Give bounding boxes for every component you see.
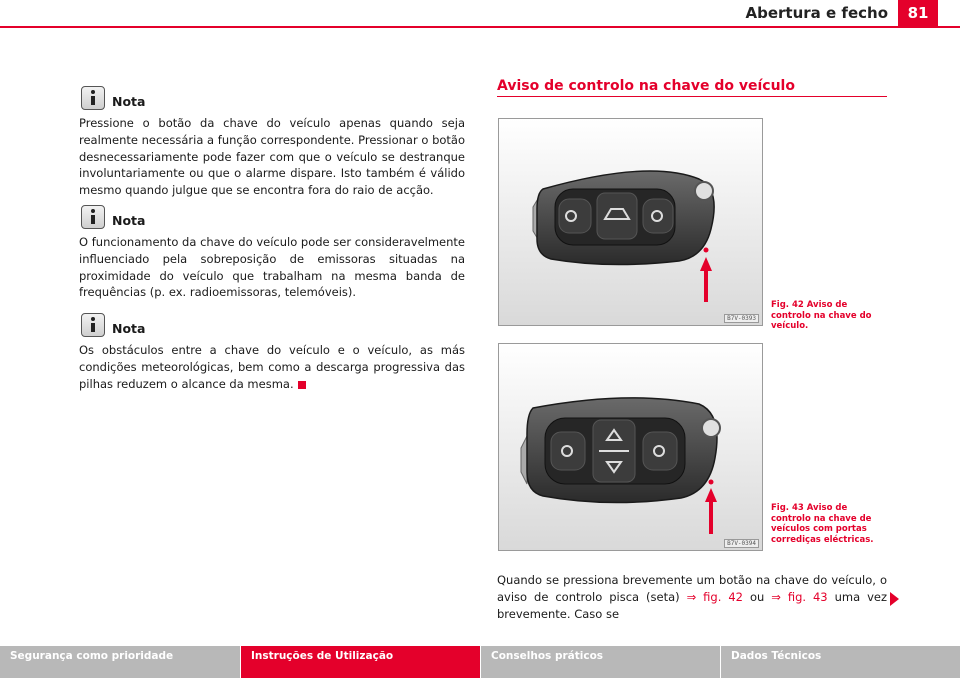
running-header-title: Abertura e fecho [745,4,888,22]
figure-42-reference-link[interactable]: ⇒ fig. 42 [686,590,743,604]
figure-43-caption: Fig. 43 Aviso de controlo na chave de veículos com portas corrediças eléctricas. [771,503,874,545]
footer-tab-conselhos[interactable]: Conselhos práticos [480,646,720,678]
note-info-icon [81,205,105,229]
page-number: 81 [898,0,938,27]
note-1 [79,80,465,199]
end-of-section-icon [298,381,306,389]
note-2 [79,199,465,301]
footer-tab-instrucoes[interactable]: Instruções de Utilização [240,646,480,678]
footer-tab-dados-tecnicos[interactable]: Dados Técnicos [720,646,960,678]
body-text-segment: uma vez brevemente. Caso se [497,590,887,621]
note-text-content: Os obstáculos entre a chave do veículo e o veículo, as más condições meteorológicas, bem como a descarga progressiva das pilhas reduzem o alcance da mesma. [79,343,465,391]
note-title: Nota [112,94,146,109]
note-title: Nota [112,321,146,336]
note-info-icon [81,313,105,337]
control-light-indicator [709,480,714,485]
body-text-segment: ou [742,590,772,604]
figure-code: B7V-0394 [724,539,759,548]
note-text: O funcionamento da chave do veículo pode ser consideravelmente influenciado pela sobreposição de emissoras situadas na proximidade do veículo que trabalham na mesma banda de frequências (p. ex. radioemissoras, telemóveis). [79,235,465,300]
car-key-illustration [499,344,762,550]
figure-42-key-image [498,118,763,326]
footer-navigation [0,646,960,678]
note-3 [79,307,465,392]
note-text [79,342,465,392]
figure-43-key-image [498,343,763,551]
note-info-icon [81,86,105,110]
section-title: Aviso de controlo na chave do veículo [497,78,795,94]
header-rule [0,26,960,28]
car-key-illustration [499,119,762,325]
figure-code: B7V-0393 [724,314,759,323]
figure-43-reference-link[interactable]: ⇒ fig. 43 [771,590,828,604]
note-title: Nota [112,213,146,228]
figure-42-caption: Fig. 42 Aviso de controlo na chave do veículo. [771,300,872,331]
footer-tab-seguranca[interactable]: Segurança como prioridade [0,646,240,678]
body-text-segment: Quando se pressiona brevemente um botão na chave do veículo, o aviso de controlo pisca (seta) [497,573,887,604]
section-rule [497,96,887,97]
note-text: Pressione o botão da chave do veículo apenas quando seja realmente necessária a função correspondente. Pressionar o botão desnecessariamente pode fazer com que o veículo se destranque involuntariamente ou que o alarme dispare. Isto também é válido mesmo quando julgue que se encontra fora do raio de acção. [79,116,465,198]
body-paragraph [497,572,887,623]
control-light-indicator [704,248,709,253]
next-page-arrow-icon[interactable] [890,592,899,606]
